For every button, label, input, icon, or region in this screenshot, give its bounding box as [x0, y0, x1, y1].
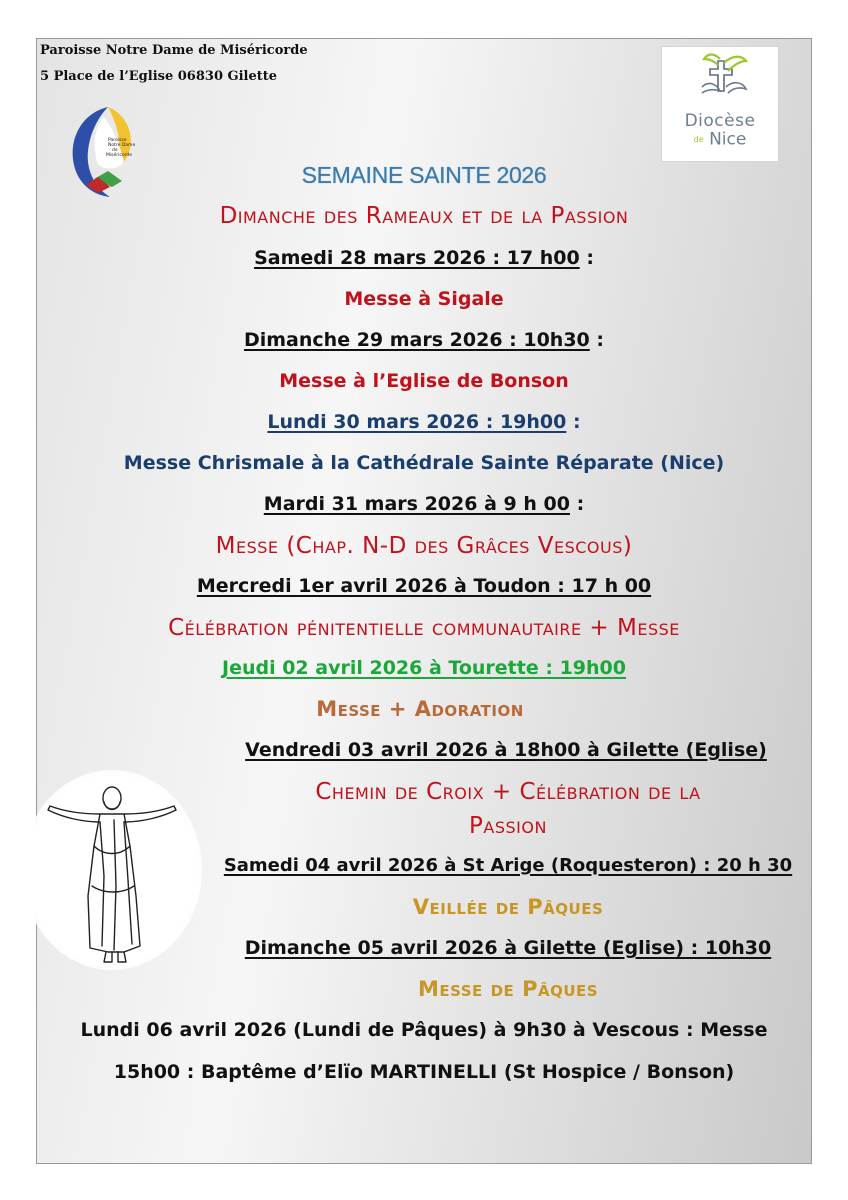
date-sun05-text: Dimanche 05 avril 2026 à Gilette (Eglise) : 10h30 [244, 937, 772, 959]
date-sun29 [0, 330, 848, 352]
date-thu02 [0, 658, 848, 680]
diocese-de: de [693, 135, 704, 144]
date-thu02-text: Jeudi 02 avril 2026 à Tourette : 19h00 [222, 657, 626, 679]
event-fri03-line1: Chemin de Croix + Célébration de la [315, 779, 701, 805]
date-sat28-text: Samedi 28 mars 2026 : 17 h00 [254, 247, 580, 269]
parish-logo-text-2: Notre Dame [108, 143, 136, 148]
parish-logo-text-3: de [112, 148, 118, 153]
date-mon30-text: Lundi 30 mars 2026 : 19h00 [267, 411, 567, 433]
date-tue31-text: Mardi 31 mars 2026 à 9 h 00 [263, 493, 570, 515]
event-thu02: Messe + Adoration [316, 697, 524, 721]
date-sun29-text: Dimanche 29 mars 2026 : 10h30 [243, 329, 590, 351]
date-sun29-colon: : [596, 329, 605, 351]
event-sun05: Messe de Pâques [417, 977, 599, 1001]
event-sat04: Veillée de Pâques [412, 895, 604, 919]
parish-logo-text-1: Paroisse [108, 138, 127, 143]
date-sat04-text: Samedi 04 avril 2026 à St Arige (Roquesteron) : 20 h 30 [223, 855, 793, 876]
parish-logo-text-4: Miséricorde [106, 153, 132, 158]
date-sat28 [0, 248, 848, 270]
date-wed01 [0, 576, 848, 598]
date-sat28-colon: : [586, 247, 594, 269]
diocese-nice: Nice [709, 129, 747, 150]
diocese-word: Diocèse [684, 111, 756, 131]
date-sat04 [84, 856, 848, 877]
event-tue31: Messe (Chap. N-D des Grâces Vescous) [215, 533, 633, 559]
event-sat28: Messe à Sigale [344, 288, 504, 310]
date-wed01-text: Mercredi 1er avril 2026 à Toudon : 17 h 00 [196, 575, 652, 597]
diocese-logo [661, 46, 779, 162]
date-sun05 [84, 938, 848, 960]
parish-name: Paroisse Notre Dame de Miséricorde [40, 43, 308, 58]
event-fri03-line2: Passion [469, 813, 547, 839]
event-sun29: Messe à l’Eglise de Bonson [279, 370, 569, 392]
page-title: SEMAINE SAINTE 2026 [301, 162, 547, 188]
subtitle-rameaux: Dimanche des Rameaux et de la Passion [219, 203, 629, 229]
dove-cross-icon [662, 47, 780, 113]
date-tue31-colon: : [576, 493, 585, 515]
date-tue31 [0, 494, 848, 516]
event-wed01: Célébration pénitentielle communautaire + Messe [168, 615, 680, 641]
line-mon06: Lundi 06 avril 2026 (Lundi de Pâques) à 9h30 à Vescous : Messe [80, 1019, 768, 1041]
date-fri03 [82, 740, 848, 762]
date-mon30-colon: : [573, 411, 581, 433]
date-fri03-text: Vendredi 03 avril 2026 à 18h00 à Gilette (Eglise) [245, 739, 767, 761]
parish-address: 5 Place de l’Eglise 06830 Gilette [40, 69, 278, 84]
line-bapteme: 15h00 : Baptême d’Elïo MARTINELLI (St Hospice / Bonson) [113, 1061, 735, 1083]
diocese-city [662, 131, 778, 149]
event-mon30: Messe Chrismale à la Cathédrale Sainte Réparate (Nice) [123, 452, 725, 474]
date-mon30 [0, 412, 848, 434]
